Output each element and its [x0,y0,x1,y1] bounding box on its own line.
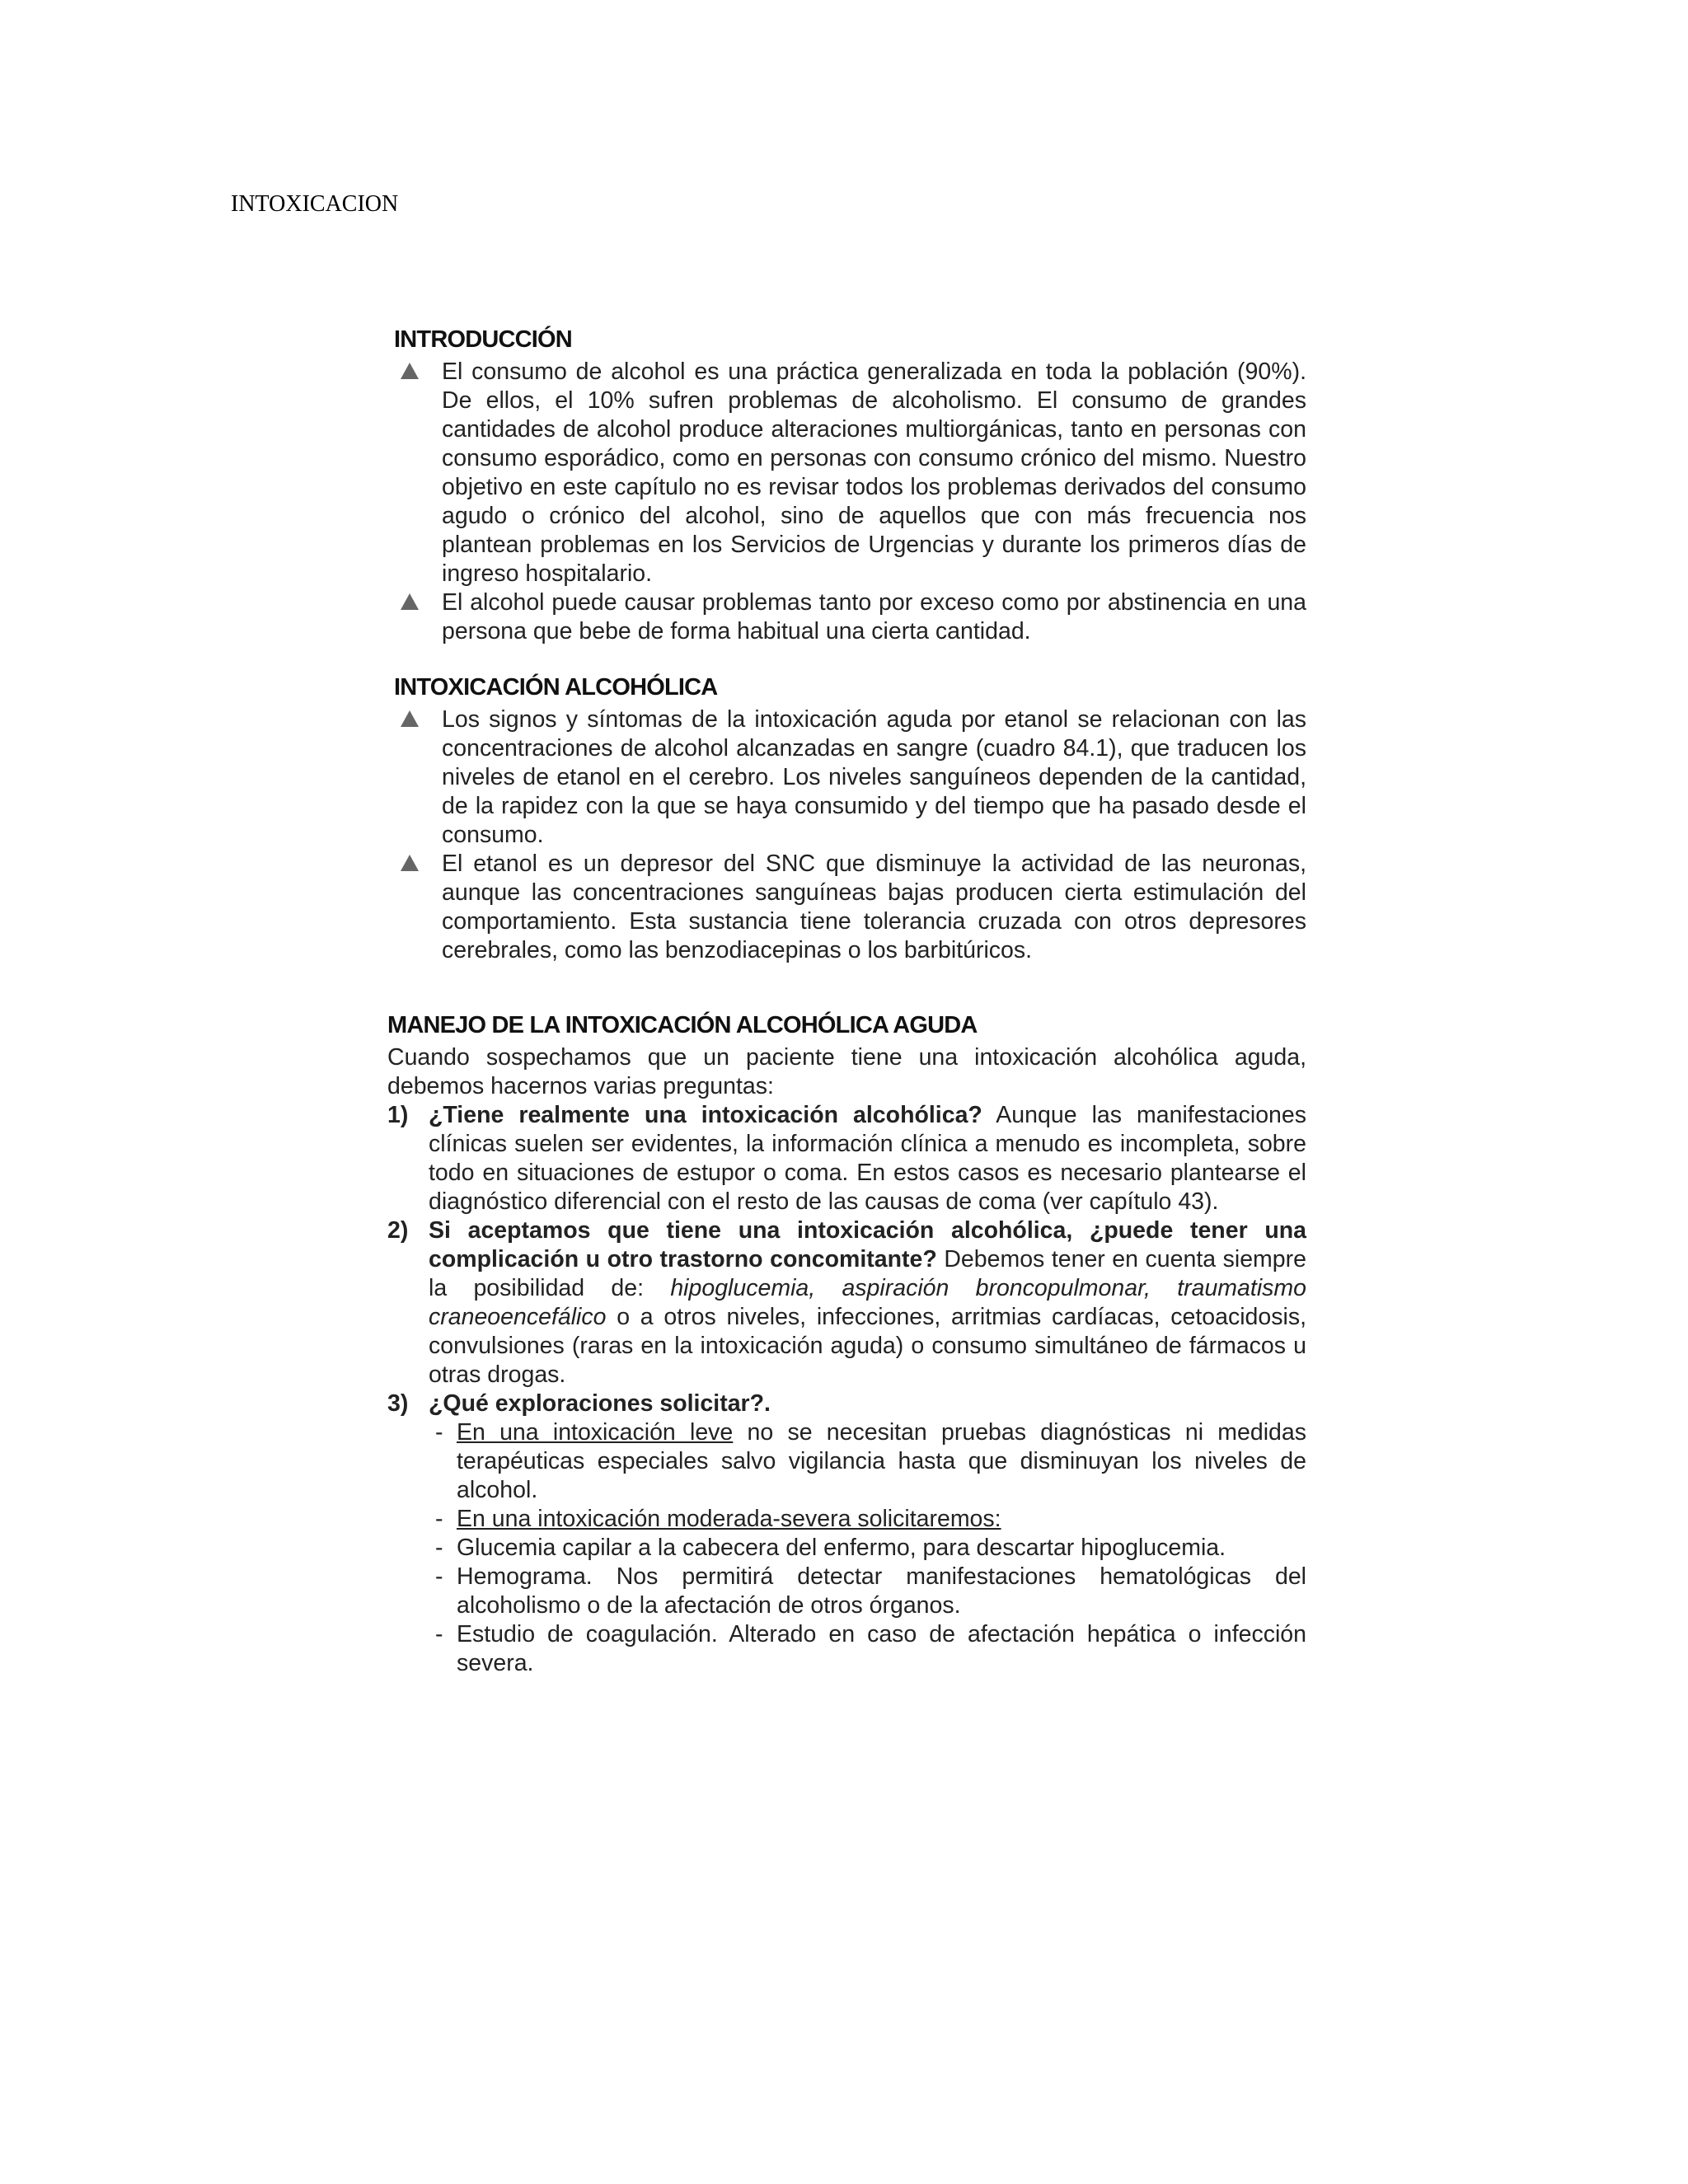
list-item-text: Los signos y síntomas de la intoxicación aguda por etanol se relacionan con las concentraciones de alcohol alcanzadas en sangre (cuadro 84.1), que traducen los niveles de etanol en el cerebro. Los niveles sanguíneos dependen de la cantidad, de la rapidez con la que se haya consumido y del tiempo que ha pasado desde el consumo. [442,706,1306,848]
section-title-manejo: MANEJO DE LA INTOXICACIÓN ALCOHÓLICA AGUDA [387,1012,978,1038]
dash-bullet: - [435,1506,443,1532]
question-title: Si aceptamos que tiene una intoxicación alcohólica, ¿puede tener una complicación u otro trastorno concomitante? [429,1217,1306,1272]
list-item [394,850,1306,965]
list-item-text: El consumo de alcohol es una práctica generalizada en toda la población (90%). De ellos, el 10% sufren problemas de alcoholismo. El consumo de grandes cantidades de alcohol produce alteraciones multiorgánicas, tanto en personas con consumo esporádico, como en personas con consumo crónico del mismo. Nuestro objetivo en este capítulo no es revisar todos los problemas derivados del consumo agudo o crónico del alcohol, sino de aquellos que con más frecuencia nos plantean problemas en los Servicios de Urgencias y durante los primeros días de ingreso hospitalario. [442,359,1306,587]
dash-item [435,1620,1306,1678]
list-item [394,588,1306,646]
intro-list [387,358,1306,646]
questions-list [387,1101,1306,1678]
dash-item-text: no se necesitan pruebas diagnósticas ni medidas terapéuticas especiales salvo vigilancia hasta que disminuyan los niveles de alcohol. [457,1419,1307,1503]
underlined-text: En una intoxicación moderada-severa solicitaremos: [457,1506,1001,1532]
triangle-bullet-icon [401,710,419,727]
intox-list [387,705,1306,965]
dash-item [435,1563,1306,1620]
dash-item [435,1418,1306,1505]
question-title: ¿Qué exploraciones solicitar?. [429,1390,771,1417]
question-text: Aunque las manifestaciones clínicas suelen ser evidentes, la información clínica a menudo es incompleta, sobre todo en situaciones de estupor o coma. En estos casos es necesario plantearse el diagnóstico diferencial con el resto de las causas de coma (ver capítulo 43). [429,1102,1306,1215]
dash-item-text: Estudio de coagulación. Alterado en caso de afectación hepática o infección severa. [457,1621,1306,1676]
dash-item [435,1505,1306,1534]
triangle-bullet-icon [401,855,419,871]
question-item [387,1390,1306,1678]
question-title: ¿Tiene realmente una intoxicación alcohólica? [429,1102,982,1128]
question-item [387,1101,1306,1216]
document-body [387,326,1306,1678]
list-item-text: El alcohol puede causar problemas tanto por exceso como por abstinencia en una persona que bebe de forma habitual una cierta cantidad. [442,589,1306,644]
section-title-introduccion: INTRODUCCIÓN [394,326,572,353]
question-italic-text: hipoglucemia, aspiración broncopulmonar, traumatismo craneoencefálico [429,1275,1306,1330]
underlined-text: En una intoxicación leve [457,1419,734,1446]
dash-item-text: Glucemia capilar a la cabecera del enfermo, para descartar hipoglucemia. [457,1535,1226,1561]
manejo-intro: Cuando sospechamos que un paciente tiene una intoxicación alcohólica aguda, debemos hacernos varias preguntas: [387,1044,1306,1099]
question-item [387,1216,1306,1390]
triangle-bullet-icon [401,593,419,610]
dash-bullet: - [435,1621,443,1647]
list-item-text: El etanol es un depresor del SNC que disminuye la actividad de las neuronas, aunque las concentraciones sanguíneas bajas producen cierta estimulación del comportamiento. Esta sustancia tiene tolerancia cruzada con otros depresores cerebrales, como las benzodiacepinas o los barbitúricos. [442,851,1306,963]
exploraciones-list [429,1418,1306,1678]
list-item [394,358,1306,588]
question-text: o a otros niveles, infecciones, arritmias cardíacas, cetoacidosis, convulsiones (raras en la intoxicación aguda) o consumo simultáneo de fármacos u otras drogas. [429,1304,1306,1388]
page-header: INTOXICACION [231,191,399,217]
dash-bullet: - [435,1419,443,1446]
dash-item [435,1534,1306,1563]
question-text: Debemos tener en cuenta siempre la posibilidad de: [429,1246,1306,1301]
question-number: 1) [387,1102,409,1128]
question-number: 2) [387,1217,409,1244]
list-item [394,705,1306,850]
dash-bullet: - [435,1563,443,1590]
question-number: 3) [387,1390,409,1417]
section-title-intoxicacion: INTOXICACIÓN ALCOHÓLICA [394,674,718,701]
dash-item-text: Hemograma. Nos permitirá detectar manifestaciones hematológicas del alcoholismo o de la afectación de otros órganos. [457,1563,1306,1619]
triangle-bullet-icon [401,363,419,379]
dash-bullet: - [435,1535,443,1561]
